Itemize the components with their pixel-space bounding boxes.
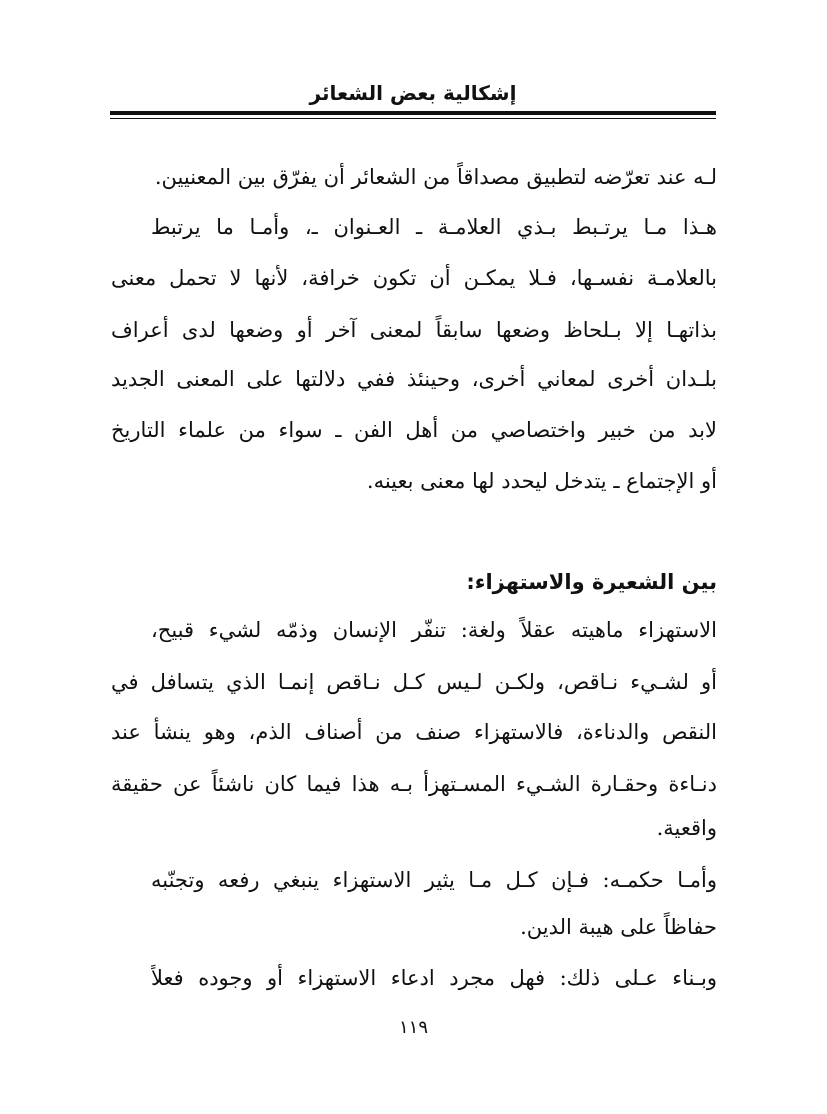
body-line: وأمـا حكمـه: فـإن كـل مـا يثير الاستهزاء ينبغي رفعه وتجنّبه	[151, 868, 717, 892]
page-number: ١١٩	[398, 1017, 428, 1038]
body-line: هـذا مـا يرتـبط بـذي العلامـة ـ العـنوان ـ، وأمـا ما يرتبط	[151, 215, 717, 239]
body-line: الاستهزاء ماهيته عقلاً ولغة: تنفّر الإنسان وذمّه لشيء قبيح،	[151, 618, 717, 642]
body-line: حفاظاً على هيبة الدين.	[520, 915, 717, 939]
body-line: بلـدان أخرى لمعاني أخرى، وحينئذ ففي دلالتها على المعنى الجديد	[111, 367, 717, 391]
body-line: بذاتهـا إلا بـلحاظ وضعها سابقاً لمعنى آخر أو وضعها لدى أعراف	[111, 318, 717, 342]
body-line: النقص والدناءة، فالاستهزاء صنف من أصناف الذم، وهو ينشأ عند	[111, 720, 717, 744]
section-heading: بين الشعيرة والاستهزاء:	[466, 570, 717, 594]
body-line: لـه عند تعرّضه لتطبيق مصداقاً من الشعائر أن يفرّق بين المعنيين.	[154, 165, 717, 189]
header-rule-thin	[110, 118, 716, 119]
body-line: بالعلامـة نفسـها، فـلا يمكـن أن تكون خرافة، لأنها لا تحمل معنى	[111, 266, 717, 290]
running-header: إشكالية بعض الشعائر	[309, 81, 517, 105]
body-line: واقعية.	[656, 816, 717, 840]
body-line: دنـاءة وحقـارة الشـيء المسـتهزأ بـه هذا فيما كان ناشئاً عن حقيقة	[111, 772, 717, 796]
header-rule-thick	[110, 111, 716, 115]
body-line: وبـناء عـلى ذلك: فهل مجرد ادعاء الاستهزاء أو وجوده فعلاً	[151, 966, 717, 990]
body-line: أو لشـيء نـاقص، ولكـن لـيس كـل نـاقص إنمـا الذي يتسافل في	[111, 670, 717, 694]
body-line: لابد من خبير واختصاصي من أهل الفن ـ سواء من علماء التاريخ	[111, 418, 717, 442]
body-line: أو الإجتماع ـ يتدخل ليحدد لها معنى بعينه.	[366, 469, 717, 493]
